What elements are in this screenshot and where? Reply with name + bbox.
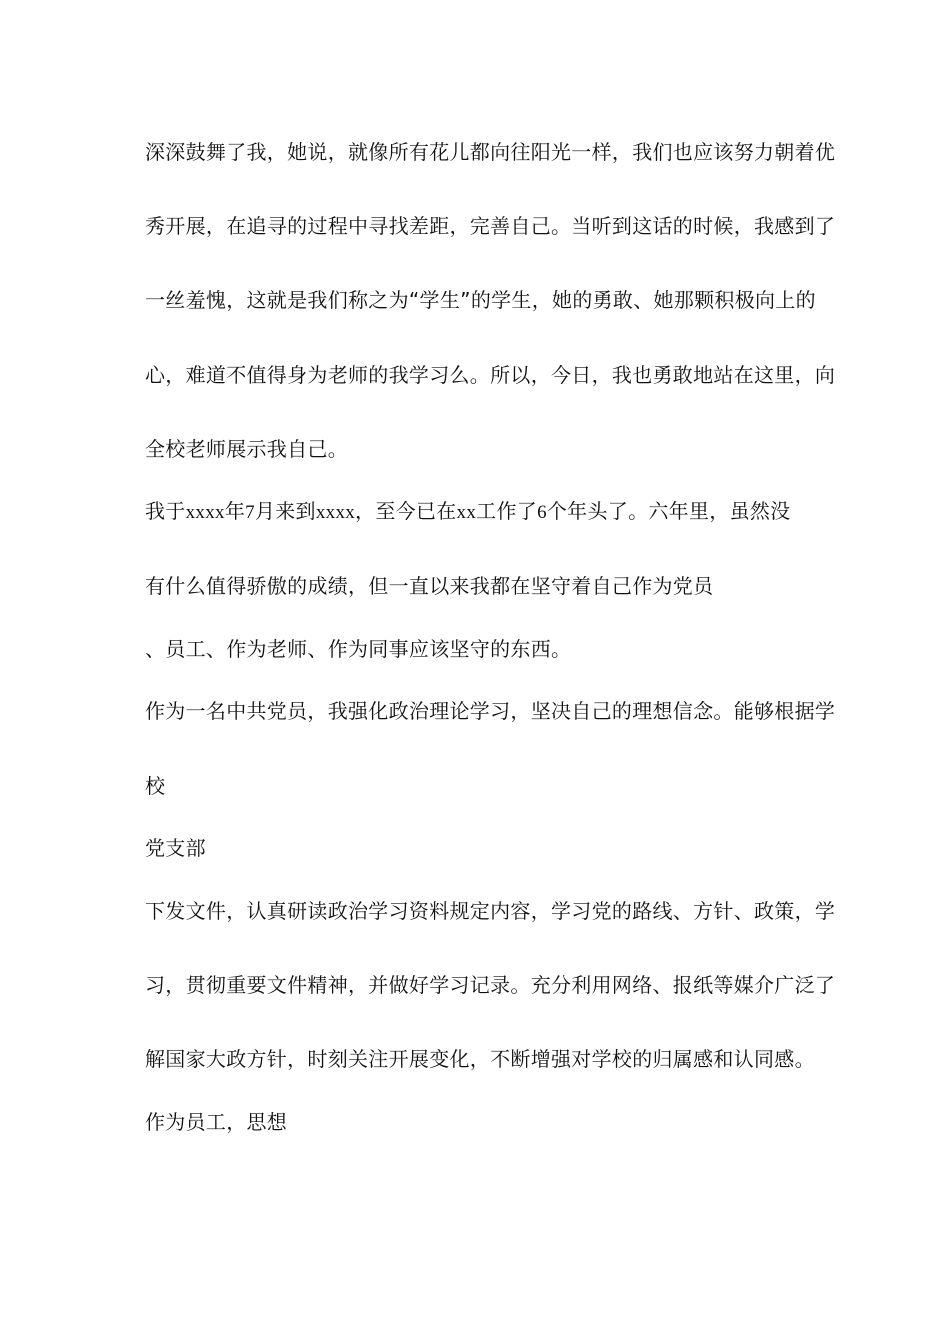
paragraph-3-line-1: 作为一名中共党员，我强化政治理论学习，坚决自己的理想信念。能够根据学 xyxy=(145,699,836,723)
paragraph-3-line-2: 校 xyxy=(145,774,166,798)
text-segment: ，至今已在 xyxy=(355,499,457,523)
paragraph-2-line-3: 、员工、作为老师、作为同事应该坚守的东西。 xyxy=(145,637,572,661)
paragraph-1-line-1: 深深鼓舞了我，她说，就像所有花儿都向往阳光一样，我们也应该努力朝着优 xyxy=(145,140,836,164)
years-value: 6 xyxy=(537,502,547,523)
placeholder-value: xxxx xyxy=(315,502,356,523)
paragraph-3-line-3: 党支部 xyxy=(145,836,206,860)
placeholder-value: xx xyxy=(456,502,477,523)
paragraph-4-line-1: 作为员工，思想 xyxy=(145,1110,288,1134)
text-segment: 工作了 xyxy=(476,499,538,523)
paragraph-1-line-2: 秀开展，在追寻的过程中寻找差距，完善自己。当听到这话的时候，我感到了 xyxy=(145,214,836,238)
paragraph-3-line-5: 习，贯彻重要文件精神，并做好学习记录。充分利用网络、报纸等媒介广泛了 xyxy=(145,973,836,997)
placeholder-value: xxxx xyxy=(185,502,225,523)
paragraph-3-line-6: 解国家大政方针，时刻关注开展变化，不断增强对学校的归属感和认同感。 xyxy=(145,1047,815,1071)
text-segment: 月来到 xyxy=(254,499,316,523)
paragraph-3-line-4: 下发文件，认真研读政治学习资料规定内容，学习党的路线、方针、政策，学 xyxy=(145,899,836,923)
paragraph-1-line-4: 心，难道不值得身为老师的我学习么。所以，今日，我也勇敢地站在这里，向 xyxy=(145,363,836,387)
paragraph-2-line-1 xyxy=(145,498,805,526)
paragraph-1-line-5: 全校老师展示我自己。 xyxy=(145,437,348,461)
paragraph-1-line-3: 一丝羞愧，这就是我们称之为“学生”的学生，她的勇敢、她那颗积极向上的 xyxy=(145,288,816,312)
month-value: 7 xyxy=(245,502,255,523)
text-segment: 个年头了。六年里，虽然没 xyxy=(546,499,791,523)
text-segment: 我于 xyxy=(145,499,186,523)
paragraph-2-line-2: 有什么值得骄傲的成绩，但一直以来我都在坚守着自己作为党员 xyxy=(145,574,714,598)
text-segment: 年 xyxy=(224,499,246,523)
